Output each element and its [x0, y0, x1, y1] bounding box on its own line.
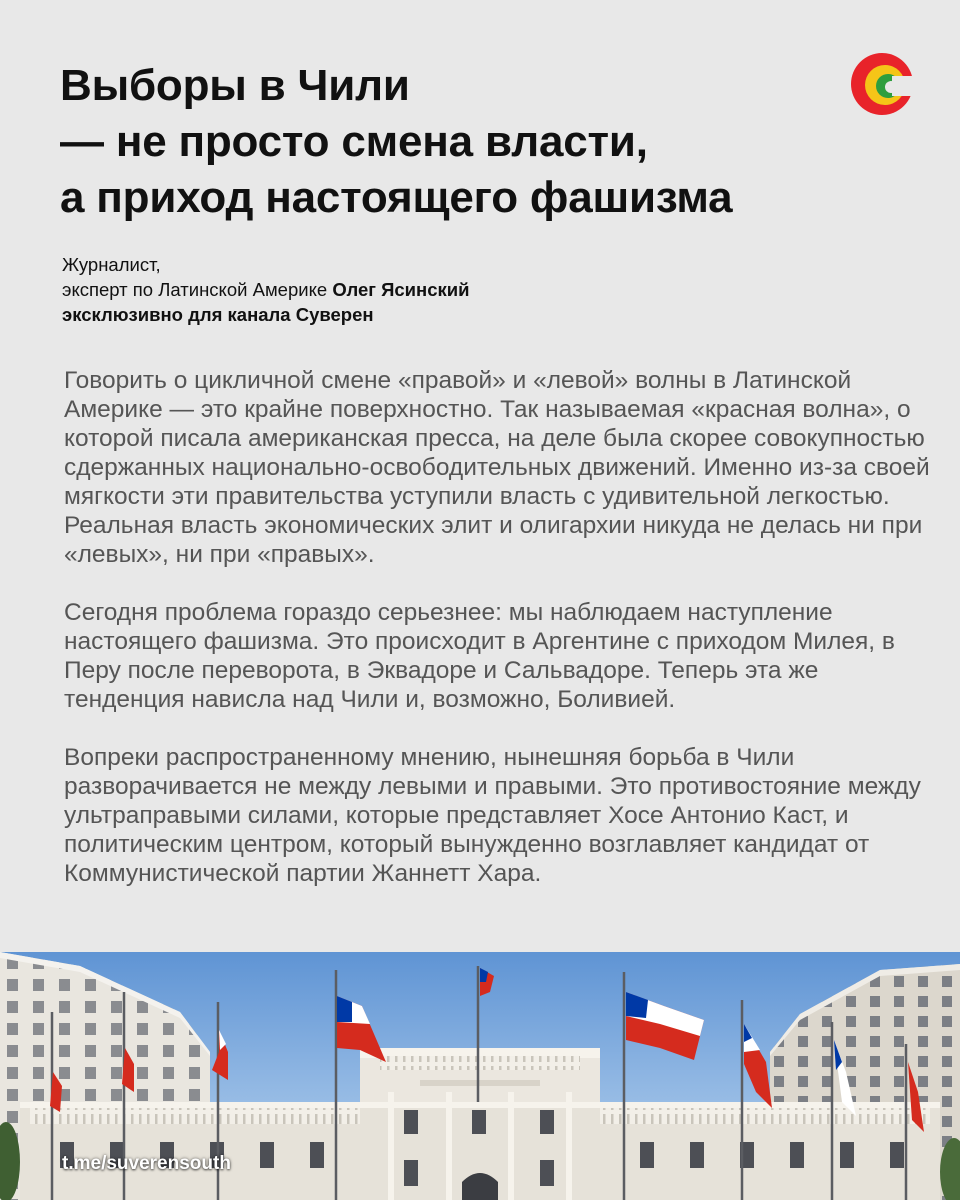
headline-line-2: — не просто смена власти,: [60, 117, 648, 166]
headline-line-1: Выборы в Чили: [60, 61, 410, 110]
headline-line-3: а приход настоящего фашизма: [60, 173, 733, 222]
byline-expertise-text: эксперт по Латинской Америке: [62, 279, 333, 300]
byline-expertise: [62, 277, 762, 302]
article-body: [64, 366, 944, 917]
source-link[interactable]: t.me/suverensouth: [62, 1153, 231, 1174]
byline-exclusive: [62, 302, 762, 327]
suveren-logo-icon: [848, 50, 916, 118]
headline: [60, 58, 860, 226]
byline-role: Журналист,: [62, 254, 161, 275]
byline-exclusive-text: эксклюзивно для канала Суверен: [62, 304, 374, 325]
byline-author: Олег Ясинский: [332, 279, 470, 300]
byline: [62, 252, 762, 327]
paragraph: Сегодня проблема гораздо серьезнее: мы наблюдаем наступление настоящего фашизма. Это происходит в Аргентине с приходом Милея, в Перу после переворота, в Эквадоре и Сальвадоре. Теперь эта же тенденция нависла над Чили и, возможно, Боливией.: [64, 599, 895, 713]
paragraph: Говорить о цикличной смене «правой» и «левой» волны в Латинской Америке — это крайне поверхностно. Так называемая «красная волна», о которой писала американская пресса, на деле была скорее совокупностью сдержанных национально-освободительных движений. Именно из-за своей мягкости эти правительства уступили власть с удивительной легкостью. Реальная власть экономических элит и олигархии никуда не делась ни при «левых», ни при «правых».: [64, 367, 930, 568]
paragraph: Вопреки распространенному мнению, нынешняя борьба в Чили разворачивается не между левыми и правыми. Это противостояние между ультраправыми силами, которые представляет Хосе Антонио Каст, и политическим центром, который вынужденно возглавляет кандидат от Коммунистической партии Жаннетт Хара.: [64, 744, 921, 887]
